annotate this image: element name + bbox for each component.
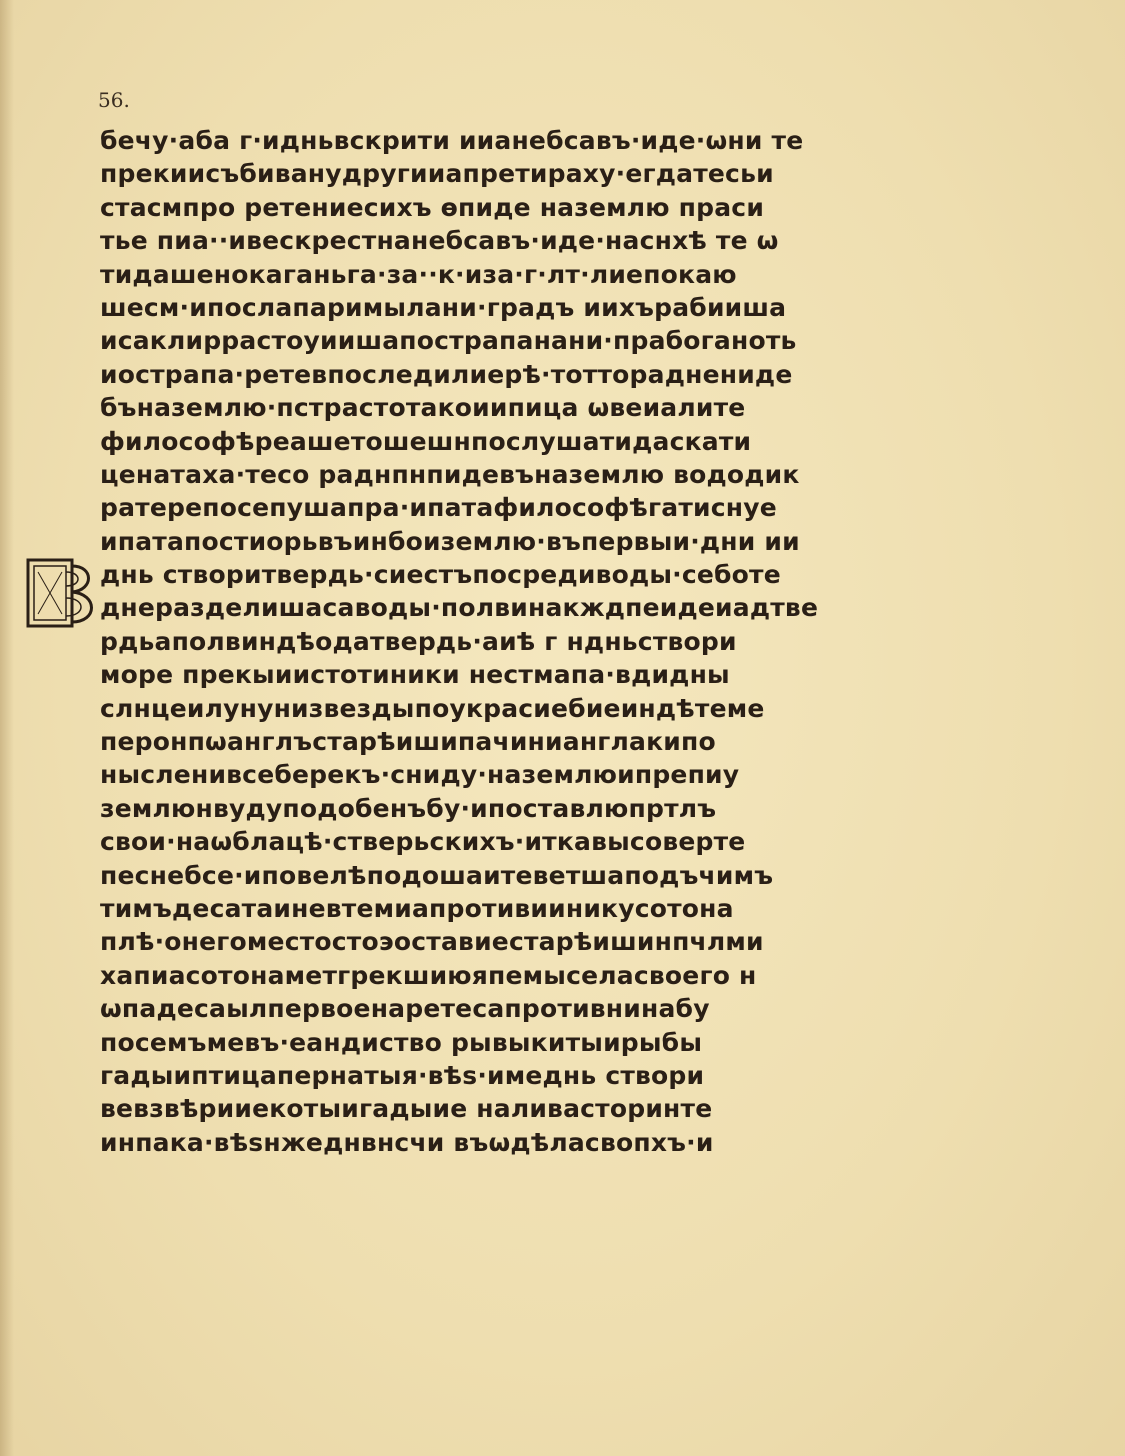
text-line: днь створитвердь·сиестъпосредиводы·себоте [100,560,781,590]
text-line: днеразделишасаводы·полвинакждпеидеиадтве [100,593,819,623]
text-line: тидашенокаганьга·за··к·иза·г·лт·лиепокаю [100,259,737,289]
text-line: гадыиптицапернатыя·вѣѕ·имеднь створи [100,1060,705,1090]
text-line: свои·наѡблацѣ·стверьскихъ·иткавысоверте [100,827,746,857]
page-edge-shadow [0,0,14,1456]
page-number: 56. [98,88,130,112]
text-line: нысленивсеберекъ·сниду·наземлюипрепиу [100,760,740,790]
text-line: иострапа·ретевпоследилиерѣ·тоттораднениде [100,359,793,389]
text-line: стасмпро ретениесихъ ѳпиде наземлю праси [100,192,765,222]
text-line: рдьаполвиндѣодатвердь·аиѣ г ндньствори [100,626,737,656]
text-line: бечу·аба г·идньвскрити иианебсавъ·иде·ѡни те [100,126,804,155]
text-line: слнцеилунунизвездыпоукрасиебиеиндѣтеме [100,693,765,723]
text-line: ценатаха·тесо раднпнпидевъназемлю вододик [100,459,800,489]
text-line: хапиасотонаметгрекшиюяпемыселасвоего н [100,960,757,990]
text-line: песнебсе·иповелѣподошаитеветшаподъчимъ [100,860,774,890]
manuscript-text [100,124,1090,1159]
text-line: перонпѡанглъстарѣишипачинианглакипо [100,727,716,757]
illuminated-initial [24,556,102,630]
text-line: ѡпадесаылпервоенаретесапротивнинабу [100,994,710,1024]
text-line: посемъмевъ·еандиство рывыкитыирыбы [100,1027,703,1057]
text-line: философѣреашетошешнпослушатидаскати [100,426,752,456]
text-line: бъназемлю·пстрастотакоиипица ѡвеиалите [100,393,746,423]
text-line: море прекыиистотиники нестмапа·вдидны [100,660,730,690]
text-line: тимъдесатаиневтемиапротивииникусотона [100,893,734,923]
text-line: плѣ·онегоместостоэоставиестарѣишинпчлми [100,927,764,957]
text-line: шесм·ипослапаримылани·градъ иихърабииша [100,292,787,322]
text-line: прекиисъбиванудругииапретираху·егдатесьи [100,159,774,189]
text-line: ипатапостиорьвъинбоиземлю·въпервыи·дни ии [100,526,800,556]
text-line: тье пиа··ивескрестнанебсавъ·иде·наснхѣ те ѡ [100,226,779,256]
text-line: землюнвудуподобенъбу·ипоставлюпртлъ [100,793,717,823]
text-line: инпака·вѣѕнжеднвнсчи въѡдѣласвопхъ·и [100,1127,714,1157]
text-line: исаклиррастоуиишапострапанани·прабоганоть [100,326,797,356]
text-line: ратерепосепушапра·ипатафилософѣгатиснуе [100,493,777,523]
text-line: вевзвѣрииекотыигадыие наливасторинте [100,1094,713,1124]
